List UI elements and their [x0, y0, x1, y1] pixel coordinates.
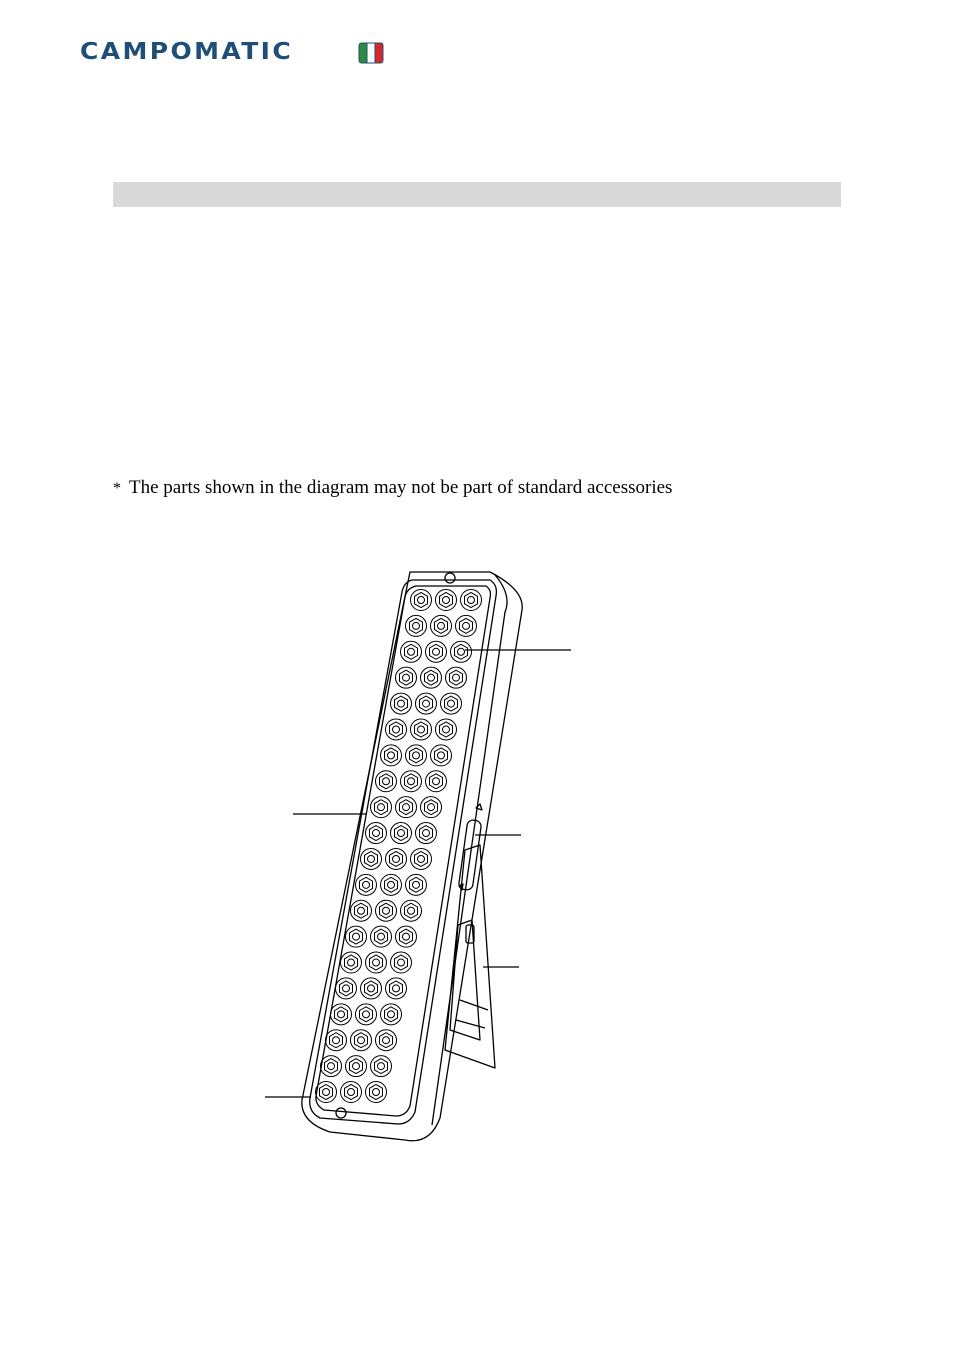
led-unit: [401, 641, 422, 662]
led-unit: [391, 823, 412, 844]
led-unit: [351, 1030, 372, 1051]
led-unit: [396, 797, 417, 818]
led-unit: [366, 1082, 387, 1103]
top-screw: [445, 573, 455, 583]
led-unit: [431, 745, 452, 766]
led-unit: [406, 745, 427, 766]
led-unit: [381, 745, 402, 766]
led-unit: [426, 641, 447, 662]
led-unit: [431, 615, 452, 636]
brand-name: CAMPOMATIC: [80, 38, 294, 65]
led-unit: [436, 590, 457, 611]
led-unit: [401, 771, 422, 792]
led-unit: [366, 952, 387, 973]
front-panel-outer: [310, 580, 497, 1124]
led-unit: [316, 1082, 337, 1103]
led-unit: [456, 615, 477, 636]
led-unit: [361, 848, 382, 869]
led-unit: [411, 590, 432, 611]
led-unit: [436, 719, 457, 740]
led-unit: [366, 823, 387, 844]
led-unit: [331, 1004, 352, 1025]
led-unit: [441, 693, 462, 714]
led-unit: [346, 1056, 367, 1077]
led-unit: [376, 1030, 397, 1051]
campomatic-logo: [80, 38, 390, 68]
led-unit: [341, 1082, 362, 1103]
led-unit: [321, 1056, 342, 1077]
led-unit: [416, 693, 437, 714]
led-unit: [406, 874, 427, 895]
note-marker: *: [113, 480, 121, 497]
led-unit: [371, 797, 392, 818]
led-unit: [336, 978, 357, 999]
led-unit: [416, 823, 437, 844]
led-unit: [426, 771, 447, 792]
led-unit: [421, 667, 442, 688]
led-unit: [381, 1004, 402, 1025]
bottom-screw: [336, 1108, 346, 1118]
led-unit: [346, 926, 367, 947]
led-unit: [386, 719, 407, 740]
led-unit: [396, 667, 417, 688]
led-unit: [391, 952, 412, 973]
led-unit: [356, 1004, 377, 1025]
led-unit: [451, 641, 472, 662]
led-unit: [376, 900, 397, 921]
led-unit: [341, 952, 362, 973]
led-unit: [376, 771, 397, 792]
led-unit: [386, 978, 407, 999]
emergency-light-diagram: [250, 560, 590, 1160]
led-unit: [406, 615, 427, 636]
led-unit: [356, 874, 377, 895]
led-unit: [361, 978, 382, 999]
section-header-bar: [113, 182, 841, 207]
led-unit: [411, 719, 432, 740]
led-unit: [381, 874, 402, 895]
led-unit: [461, 590, 482, 611]
led-unit: [371, 1056, 392, 1077]
led-unit: [351, 900, 372, 921]
led-unit: [391, 693, 412, 714]
led-unit: [326, 1030, 347, 1051]
lamp-body: [302, 572, 522, 1141]
led-unit: [386, 848, 407, 869]
note-text: The parts shown in the diagram may not be part of standard accessories: [129, 477, 673, 498]
led-unit: [396, 926, 417, 947]
led-unit: [371, 926, 392, 947]
disclaimer-note: [113, 477, 672, 499]
led-unit: [446, 667, 467, 688]
led-unit: [421, 797, 442, 818]
led-unit: [411, 848, 432, 869]
stand-outer: [445, 845, 495, 1068]
italian-flag-icon: [357, 42, 385, 64]
led-unit: [401, 900, 422, 921]
